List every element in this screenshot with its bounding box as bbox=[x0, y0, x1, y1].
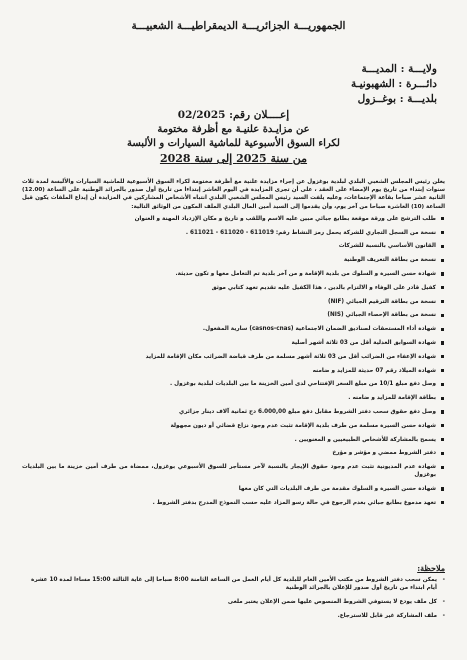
note-item: - يمكن سحب دفتر الشروط من مكتب الأمين العام للبلدية كل أيام العمل من الساعة الثامنة 8:00 صباحا إلى غاية الثالثة 15:00 مساءا لمدة 10 عشرة أيام ابتداء من تاريخ أول صدور للإعلان بالجرائد الوطنية bbox=[22, 576, 445, 592]
list-item: نسخة من بطاقة الإحصاء الجبائي (NIS) bbox=[22, 311, 445, 319]
documents-list bbox=[22, 215, 445, 507]
list-item: طلب الترشح على ورقة موقعة بطابع جبائي مبين عليه الاسم واللقب و تاريخ و مكان الإزدياد المهنة و العنوان bbox=[22, 215, 445, 223]
list-item: شهادة الإعفاء من الضرائب أقل من 03 ثلاثة أشهر مسلمة من طرف قباضة الضرائب مكان الإقامة للمزايد bbox=[22, 353, 445, 361]
intro-paragraph: يعلن رئيس المجلس الشعبي البلدي لبلدية بوغزول عن إجراء مزايدة علنية مع أظرفة مختومة لكراء السوق الأسبوعية للماشية السيارات والألبسة لمدة ثلاث سنوات إبتداء من تاريخ يوم الإمضاء على العقد ، على أن تجرى المزايدة في اليوم العاشر إبتداءا من تاريخ أول صدور بالجرائد الوطنية على الساعة (12.00) الثانية عشر صباحا بقاعة الإجتماعات، وعليه يلفت السيد رئيس المجلس الشعبي البلدي انتباه الأشخاص المشاركين في المزايدة أن إيداع الملفات يكون قبل الساعة (10) العاشرة صباحا من آخر يوم، وأن يقدموا إلى السيد أمين المال البلدي الملف المكون من الوثائق التالية: bbox=[22, 179, 445, 210]
list-item: شهادة حسن السيرة مسلمة من طرف بلدية الإقامة تثبت عدم وجود نزاع قضائي أو ديون مجهولة bbox=[22, 422, 445, 430]
list-item: بطاقة الإقامة للمزايد و ضامنه . bbox=[22, 394, 445, 402]
list-item: نسخة من بطاقة التعريف الوطنية bbox=[22, 256, 445, 264]
title-block bbox=[50, 108, 417, 167]
daira-line: دائـــرة : الشهبونيـة bbox=[351, 78, 437, 90]
admin-block bbox=[351, 62, 437, 107]
list-item: شهادة حسن السيرة و السلوك مقدمة من طرف البلديات التي كان معها bbox=[22, 485, 445, 493]
list-item: دفتر الشروط ممضي و مؤشر و مؤرخ bbox=[22, 449, 445, 457]
list-item: شهادة عدم المديونية تثبت عدم وجود حقوق الإيجار بالنسبة لآخر مستأجر للسوق الأسبوعي بوغزول، ممضاة من طرف أمين خزينة ما بين البلديات بوغزول bbox=[22, 463, 445, 479]
list-item: وصل دفع مبلغ 10/1 من مبلغ السعر الإفتتاحي لدى أمين الخزينة ما بين البلديات لبلدية بوغزول . bbox=[22, 380, 445, 388]
list-item: كفيل قادر على الوفاء و الالتزام بالدين ، هذا الكفيل عليه تقديم تعهد كتابي موثق bbox=[22, 284, 445, 292]
list-item: وصل دفع حقوق سحب دفتر الشروط مقابل دفع مبلغ 6.000,00 دج ثمانية آلاف دينار جزائري bbox=[22, 408, 445, 416]
list-item: شهادة حسن السيرة و السلوك من بلدية الإقامة و من آخر بلدية تم التعامل معها و تكون حديثة. bbox=[22, 270, 445, 278]
list-item: شهادة أداء المستحقات لصناديق الضمان الاجتماعية (casnos-cnas) سارية المفعول. bbox=[22, 325, 445, 333]
republic-header: الجمهوريـــة الجزائريـــة الديمقراطيـــة الشعبيـــة bbox=[131, 20, 346, 32]
list-item: نسخة من السجل التجاري للشركة يحمل رمز النشاط رقم: 611019 - 611020 - 611021 . bbox=[22, 229, 445, 237]
notes-list bbox=[22, 576, 445, 626]
note-item: - ملف المشاركة غير قابل للاسترجاع. bbox=[22, 612, 445, 620]
baladia-line: بلديـــة : بوغــزول bbox=[357, 93, 437, 105]
announcement-number: إعــــلان رقم: 02/2025 bbox=[177, 109, 290, 121]
list-item: نسخة من بطاقة الترقيم الجبائي (NIF) bbox=[22, 298, 445, 306]
list-item: يسمح بالمشاركة للأشخاص الطبيعيين و المعنويين . bbox=[22, 436, 445, 444]
wilaya-line: ولايـــة : المديـــة bbox=[361, 63, 437, 75]
list-item: القانون الأساسي بالنسبة للشركات bbox=[22, 242, 445, 250]
list-item: تعهد مدموغ بطابع جبائي بعدم الرجوع في حالة رسو المزاد عليه حسب النموذج المدرج بدفتر الشروط . bbox=[22, 499, 445, 507]
title-line-3: من سنة 2025 إلى سنة 2028 bbox=[159, 152, 308, 165]
title-line-1: عن مزايـدة علنيـة مع أظرفة مختومة bbox=[157, 124, 310, 135]
title-line-2: لكراء السوق الأسبوعية للماشية السيارات و الألبسة bbox=[127, 138, 340, 149]
notes-title: ملاحظة: bbox=[417, 563, 445, 573]
announcement-body bbox=[22, 178, 445, 513]
note-item: - كل ملف يودع لا يستوفي الشروط المنصوص عليها ضمن الإعلان يعتبر ملغى bbox=[22, 598, 445, 606]
list-item: شهادة السوابق العدلية أقل من 03 ثلاثة أشهر أصلية bbox=[22, 339, 445, 347]
list-item: شهادة الميلاد رقم 07 حديثة للمزايد و ضامنه bbox=[22, 367, 445, 375]
